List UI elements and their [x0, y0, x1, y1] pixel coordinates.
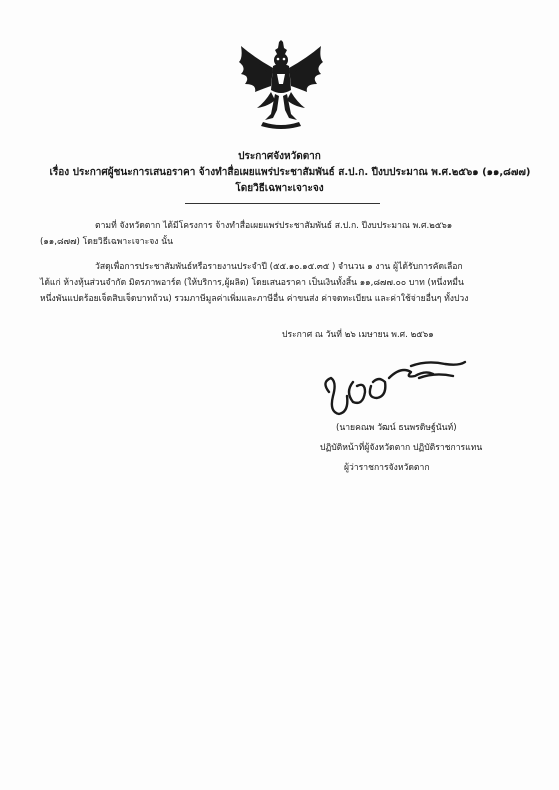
handwritten-signature — [315, 352, 475, 420]
procurement-method: โดยวิธีเฉพาะเจาะจง — [235, 183, 324, 194]
announcement-date: ประกาศ ณ วันที่ ๒๖ เมษายน พ.ศ. ๒๕๖๑ — [282, 330, 434, 340]
garuda-emblem-icon — [235, 40, 327, 132]
document-title: ประกาศจังหวัดตาก — [238, 151, 321, 162]
paragraph-award — [40, 259, 530, 307]
paragraph-line: ได้แก่ ห้างหุ้นส่วนจำกัด มิตรภาพอาร์ต (ให้บริการ,ผู้ผลิต) โดยเสนอราคา เป็นเงินทั้งสิ้น ๑๑,๘๗๗.๐๐ บาท (หนึ่งหมื่น — [40, 278, 464, 288]
signer-title: ผู้ว่าราชการจังหวัดตาก — [344, 463, 430, 473]
paragraph-line: วัสดุเพื่อการประชาสัมพันธ์หรือรายงานประจำปี (๕๕.๑๐.๑๕.๓๕ ) จำนวน ๑ งาน ผู้ได้รับการคัดเลือก — [95, 262, 463, 272]
signer-name: (นายคณพ วัฒน์ ธนพรดิษฐ์นันท์) — [336, 423, 457, 433]
divider — [185, 203, 380, 204]
paragraph-project — [40, 218, 530, 250]
document-subject: เรื่อง ประกาศผู้ชนะการเสนอราคา จ้างทำสื่อเผยแพร่ประชาสัมพันธ์ ส.ป.ก. ปีงบประมาณ พ.ศ.๒๕๖๑ (๑๑,๘๗๗) — [49, 167, 531, 178]
paragraph-line: ตามที่ จังหวัดตาก ได้มีโครงการ จ้างทำสื่อเผยแพร่ประชาสัมพันธ์ ส.ป.ก. ปีงบประมาณ พ.ศ.๒๕๖๑ — [95, 221, 453, 231]
signer-position: ปฏิบัติหน้าที่ผู้จังหวัดตาก ปฏิบัติราชการแทน — [320, 443, 483, 453]
paragraph-line: หนึ่งพันแปดร้อยเจ็ดสิบเจ็ดบาทถ้วน) รวมภาษีมูลค่าเพิ่มและภาษีอื่น ค่าขนส่ง ค่าจดทะเบียน และค่าใช้จ่ายอื่นๆ ทั้งปวง — [40, 294, 469, 304]
paragraph-line: (๑๑,๘๗๗) โดยวิธีเฉพาะเจาะจง นั้น — [40, 237, 173, 247]
